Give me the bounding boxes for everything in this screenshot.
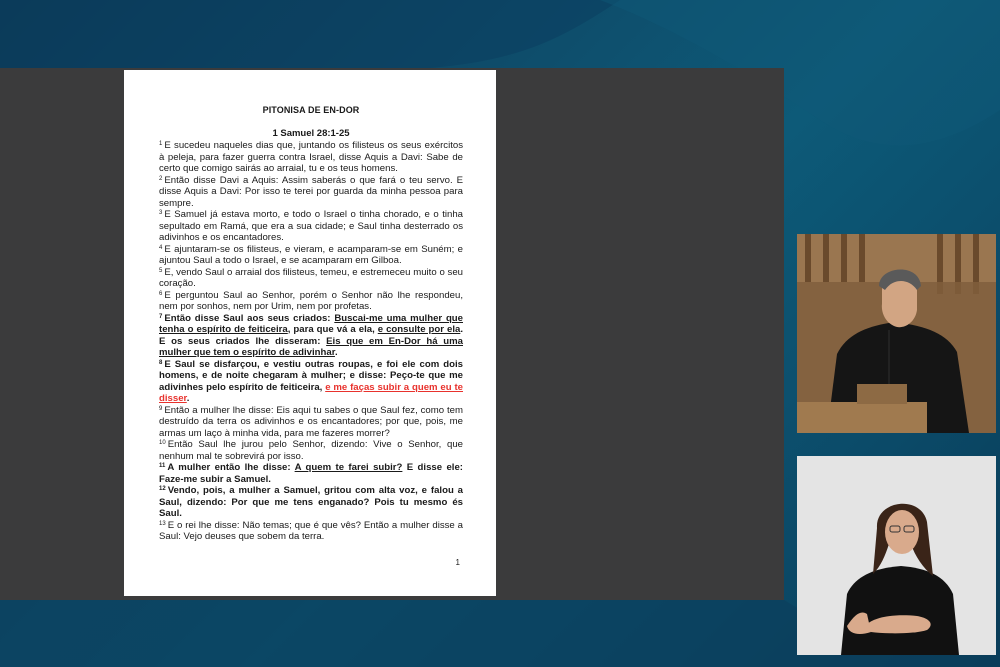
verse-underlined: Buscai-me uma mulher que tenha o espírito de feiticeira: [159, 312, 463, 335]
verse-text: Então Saul lhe jurou pelo Senhor, dizendo: Vive o Senhor, que nenhum mal te sobrevirá por isso.: [159, 439, 463, 462]
verse-number: 5: [159, 267, 163, 274]
interpreter-body: [841, 566, 959, 655]
verse-number: 6: [159, 290, 163, 297]
verse-11: [159, 462, 463, 485]
speaker-video-feed: [797, 234, 996, 433]
verse-text: E sucedeu naqueles dias que, juntando os filisteus os seus exércitos à peleja, para fazer guerra contra Israel, disse Aquis a Davi: Sabe de certo que comigo sairás ao arraial, tu e os teus homens.: [159, 140, 463, 174]
document-page: [124, 70, 496, 596]
sign-language-interpreter-video: [797, 456, 996, 655]
interpreter-face: [885, 510, 919, 554]
verse-3: [159, 209, 463, 244]
verse-text: E Saul se disfarçou, e vestiu outras roupas, e foi ele com dois homens, e de noite chegaram à mulher; e disse: Peço-te que me adivinhes pelo espírito de feiticeira,: [159, 358, 463, 393]
verse-number: 13: [159, 520, 166, 527]
verse-12: [159, 485, 463, 520]
verse-text: E ajuntaram-se os filisteus, e vieram, e acamparam-se em Suném; e ajuntou Saul a todo o Israel, e se acamparam em Gilboa.: [159, 243, 463, 266]
verse-text: E o rei lhe disse: Não temas; que é que vês? Então a mulher disse a Saul: Vejo deuses que sobem da terra.: [159, 519, 463, 542]
verse-text: E perguntou Saul ao Senhor, porém o Senhor não lhe respondeu, nem por sonhos, nem por Urim, nem por profetas.: [159, 289, 463, 312]
verse-7: [159, 313, 463, 359]
verse-text: , para que vá a ela,: [287, 324, 378, 335]
verse-number: 2: [159, 175, 163, 182]
verse-text: . E os seus criados lhe disseram:: [159, 324, 463, 347]
verse-text: E Samuel já estava morto, e todo o Israel o tinha chorado, e o tinha sepultado em Ramá, que era a sua cidade; e Saul tinha desterrado os adivinhos e os encantadores.: [159, 209, 463, 243]
verse-2: [159, 175, 463, 210]
verse-text: .: [186, 393, 190, 404]
page-number: 1: [455, 557, 460, 567]
verse-8: [159, 359, 463, 405]
verse-text: Então disse Saul aos seus criados:: [164, 312, 335, 324]
verse-number: 7: [159, 313, 163, 320]
verse-underlined: A quem te farei subir?: [294, 462, 403, 473]
verse-number: 8: [159, 359, 163, 366]
verse-4: [159, 244, 463, 267]
verse-1: [159, 140, 463, 175]
verse-5: [159, 267, 463, 290]
verse-number: 11: [159, 463, 166, 469]
verse-text: Então a mulher lhe disse: Eis aqui tu sabes o que Saul fez, como tem destruído da terra os adivinhos e os encantadores; por que, pois, me armas um laço à minha vida, para me fazeres morrer?: [159, 404, 463, 439]
verse-text: Vendo, pois, a mulher a Samuel, gritou com alta voz, e falou a Saul, dizendo: Por que me tens enganado? Pois tu mesmo és Saul.: [159, 485, 463, 519]
verse-number: 4: [159, 244, 163, 251]
podium: [797, 402, 927, 433]
verse-text: .: [334, 347, 338, 358]
verse-number: 10: [159, 440, 166, 446]
verse-13: [159, 520, 463, 543]
verse-9: [159, 405, 463, 440]
document-title: PITONISA DE EN-DOR: [262, 105, 360, 115]
verse-underlined: e consulte por ela: [377, 324, 461, 335]
verse-number: 1: [159, 141, 163, 147]
verse-highlight-red: e me faças subir a quem eu te disser: [159, 381, 463, 404]
verse-10: [159, 439, 463, 462]
verse-text: E, vendo Saul o arraial dos filisteus, temeu, e estremeceu muito o seu coração.: [159, 266, 463, 289]
verse-number: 3: [159, 210, 163, 216]
verse-text: Então disse Davi a Aquis: Assim saberás o que fará o teu servo. E disse Aquis a Davi: Por isso te terei por guarda da minha pessoa para sempre.: [159, 174, 463, 209]
verse-number: 12: [159, 486, 166, 492]
verse-text: A mulher então lhe disse:: [167, 462, 295, 473]
verse-text: E disse ele: Faze-me subir a Samuel.: [159, 462, 463, 485]
verse-number: 9: [159, 405, 163, 412]
verse-6: [159, 290, 463, 313]
scripture-reference: 1 Samuel 28:1-25: [272, 127, 350, 139]
verse-underlined: Eis que em En-Dor há uma mulher que tem o espírito de adivinhar: [159, 335, 463, 358]
